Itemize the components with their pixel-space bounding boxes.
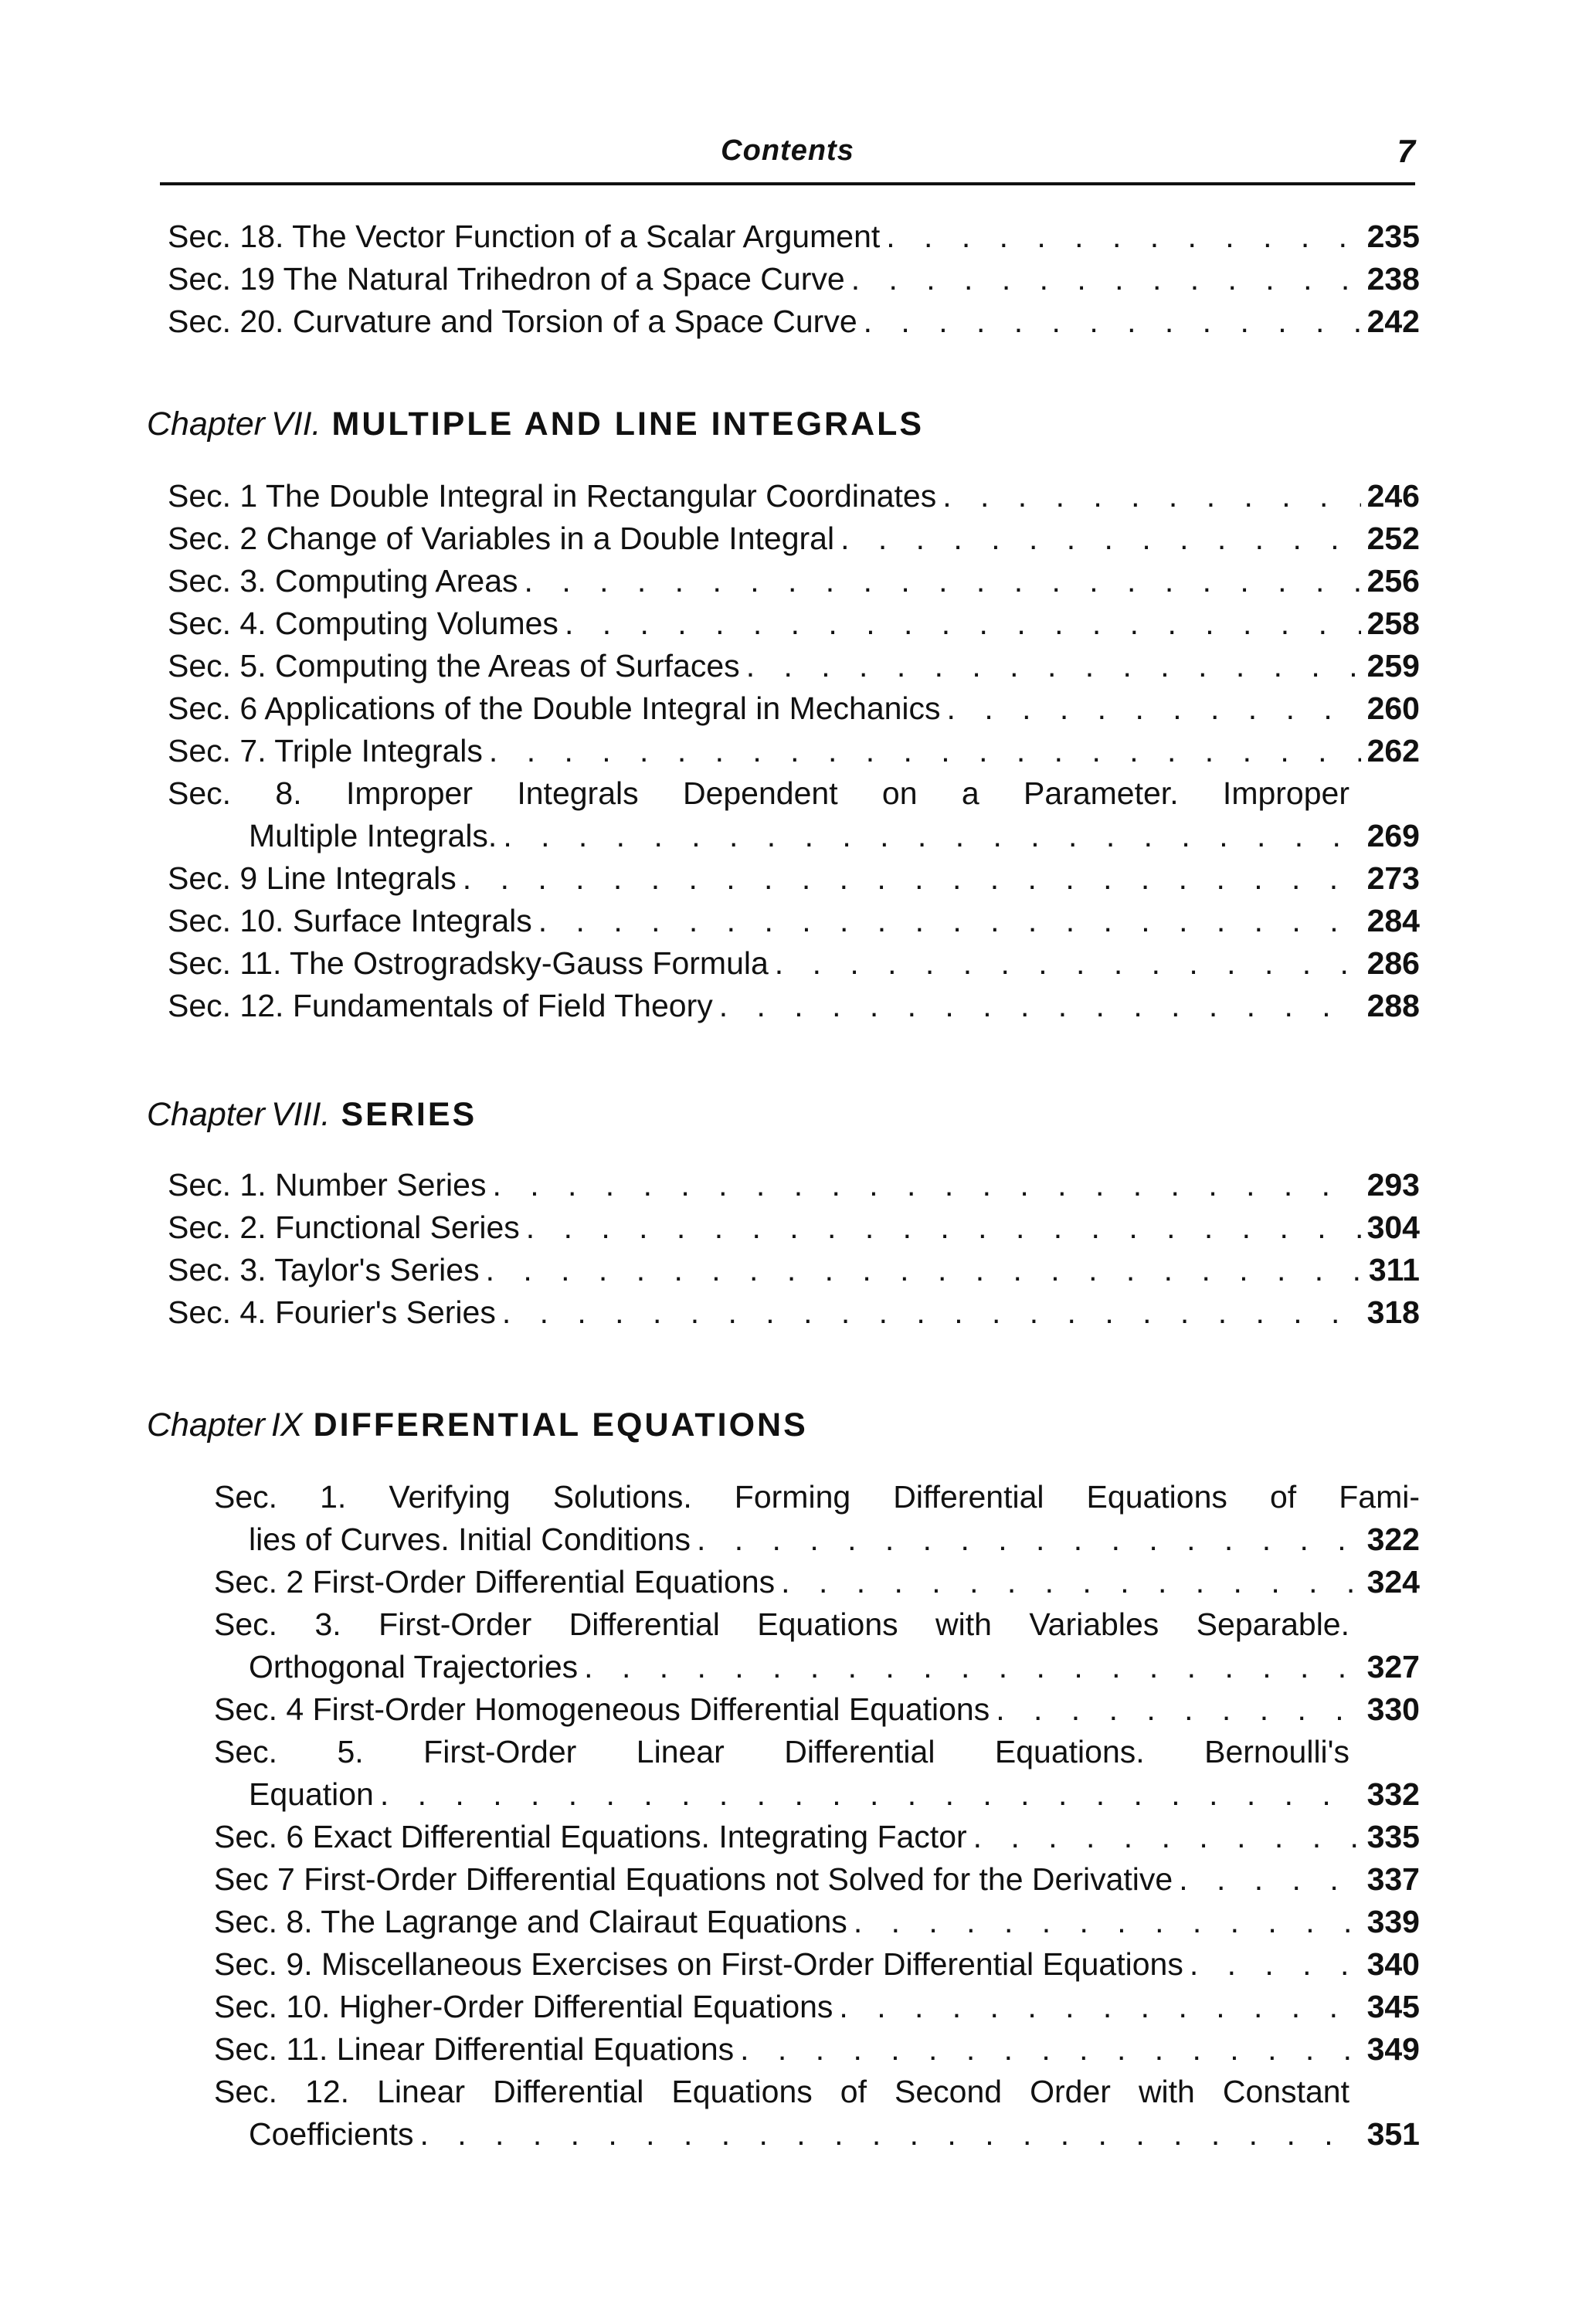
toc-entry-text: Sec. 18. The Vector Function of a Scalar Argument xyxy=(168,219,881,254)
leader-dots xyxy=(538,901,1361,940)
leader-dots xyxy=(503,816,1360,855)
toc-entry-page: 246 xyxy=(1366,478,1420,514)
toc-entry-page: 273 xyxy=(1366,860,1420,896)
toc-entry xyxy=(168,1250,1420,1289)
chapter-title: DIFFERENTIAL EQUATIONS xyxy=(313,1406,808,1444)
toc-entry-text: Orthogonal Trajectories xyxy=(249,1649,579,1684)
toc-entry xyxy=(168,646,1420,685)
toc-entry xyxy=(168,302,1420,341)
toc-entry xyxy=(214,1945,1420,1983)
leader-dots xyxy=(840,519,1361,558)
toc-entry-page: 345 xyxy=(1366,1989,1420,2024)
toc-entry-text: Sec. 1 The Double Integral in Rectangular Coordinates xyxy=(168,478,937,514)
chapter-number: IX xyxy=(270,1406,303,1444)
leader-dots xyxy=(775,944,1361,982)
toc-entry-page: 293 xyxy=(1366,1167,1420,1203)
toc-entry xyxy=(168,731,1420,770)
leader-dots xyxy=(740,2030,1360,2068)
toc-entry-text: Sec. 9. Miscellaneous Exercises on First-Order Differential Equations xyxy=(214,1946,1183,1982)
running-header xyxy=(160,130,1415,185)
leader-dots xyxy=(886,217,1360,256)
toc-entry-page: 238 xyxy=(1366,261,1420,297)
toc-entry-page: 284 xyxy=(1366,903,1420,938)
toc-entry-text: Sec. 6 Applications of the Double Integral in Mechanics xyxy=(168,690,941,726)
toc-entry-page: 252 xyxy=(1366,521,1420,556)
toc-entry-text: Sec. 5. Computing the Areas of Surfaces xyxy=(168,648,740,684)
leader-dots xyxy=(584,1647,1360,1686)
toc-entry-text: Sec. 9 Line Integrals xyxy=(168,860,457,896)
toc-entry xyxy=(168,986,1420,1025)
toc-entry-page: 269 xyxy=(1366,818,1420,853)
toc-entry xyxy=(168,1208,1420,1247)
toc-entry xyxy=(168,561,1420,600)
leader-dots xyxy=(419,2115,1360,2153)
toc-entry-page: 337 xyxy=(1366,1861,1420,1897)
toc-entry xyxy=(168,477,1420,515)
toc-entry-first-line: Sec. 5. First-Order Linear Differential Equations. Bernoulli's xyxy=(214,1734,1349,1769)
leader-dots xyxy=(525,561,1361,600)
toc-entry-page: 242 xyxy=(1366,304,1420,339)
leader-dots xyxy=(502,1293,1361,1332)
toc-entry-text: Sec. 11. The Ostrogradsky-Gauss Formula xyxy=(168,945,769,981)
toc-entry-page: 332 xyxy=(1366,1776,1420,1812)
toc-entry xyxy=(214,1562,1420,1601)
chapter-number: VIII. xyxy=(270,1096,331,1133)
toc-entry xyxy=(168,1293,1420,1332)
toc-entry-text: Sec. 4. Computing Volumes xyxy=(168,606,558,641)
toc-entry xyxy=(168,689,1420,728)
toc-entry-page: 322 xyxy=(1366,1522,1420,1557)
leader-dots xyxy=(942,477,1360,515)
chapter-title: SERIES xyxy=(341,1096,477,1133)
toc-entry-text: Sec. 3. Computing Areas xyxy=(168,563,518,599)
toc-entry-first-line: Sec. 3. First-Order Differential Equations with Variables Separable. xyxy=(214,1606,1349,1642)
leader-dots xyxy=(486,1250,1363,1289)
chapter-label: Chapter xyxy=(147,1406,265,1444)
leader-dots xyxy=(947,689,1361,728)
leader-dots xyxy=(380,1775,1361,1813)
toc-entry-text: Sec. 2. Functional Series xyxy=(168,1209,520,1245)
toc-entry-page: 235 xyxy=(1366,219,1420,254)
toc-entry-text: Sec. 19 The Natural Trihedron of a Space Curve xyxy=(168,261,845,297)
toc-entry xyxy=(249,1775,1420,1813)
toc-entry xyxy=(249,1520,1420,1559)
leader-dots xyxy=(697,1520,1361,1559)
toc-entry-page: 327 xyxy=(1366,1649,1420,1684)
chapter-label: Chapter xyxy=(147,1096,265,1133)
toc-entry-text: Multiple Integrals. xyxy=(249,818,497,853)
toc-entry-page: 288 xyxy=(1366,988,1420,1023)
leader-dots xyxy=(854,1902,1361,1941)
toc-entry-text: Coefficients xyxy=(249,2116,414,2152)
toc-entry-page: 351 xyxy=(1366,2116,1420,2152)
toc-entry xyxy=(214,1690,1420,1729)
toc-entry-page: 286 xyxy=(1366,945,1420,981)
toc-entry xyxy=(214,1817,1420,1856)
toc-entry-page: 330 xyxy=(1366,1691,1420,1727)
toc-entry-page: 260 xyxy=(1366,690,1420,726)
toc-entry-text: Sec. 10. Surface Integrals xyxy=(168,903,532,938)
running-header-title: Contents xyxy=(721,134,854,167)
toc-entry xyxy=(214,1902,1420,1941)
toc-entry-text: Sec. 20. Curvature and Torsion of a Space Curve xyxy=(168,304,857,339)
leader-dots xyxy=(973,1817,1361,1856)
toc-entry xyxy=(214,1987,1420,2026)
toc-entry-page: 311 xyxy=(1368,1252,1420,1288)
toc-entry-first-line: Sec. 1. Verifying Solutions. Forming Differential Equations of Fami- xyxy=(214,1479,1420,1515)
leader-dots xyxy=(996,1690,1360,1729)
toc-entry xyxy=(168,944,1420,982)
chapter-heading xyxy=(147,1094,477,1135)
toc-entry xyxy=(168,217,1420,256)
toc-entry-text: Sec. 6 Exact Differential Equations. Integrating Factor xyxy=(214,1819,967,1854)
toc-entry-text: lies of Curves. Initial Conditions xyxy=(249,1522,691,1557)
leader-dots xyxy=(526,1208,1361,1247)
toc-entry-text: Equation xyxy=(249,1776,374,1812)
toc-entry-page: 318 xyxy=(1366,1294,1420,1330)
toc-entry xyxy=(249,1647,1420,1686)
toc-entry-page: 340 xyxy=(1366,1946,1420,1982)
chapter-number: VII. xyxy=(270,405,321,443)
toc-entry-page: 258 xyxy=(1366,606,1420,641)
toc-entry-text: Sec. 3. Taylor's Series xyxy=(168,1252,480,1288)
toc-entry-text: Sec 7 First-Order Differential Equations not Solved for the Derivative xyxy=(214,1861,1173,1897)
toc-entry-page: 349 xyxy=(1366,2031,1420,2067)
leader-dots xyxy=(1179,1860,1360,1898)
leader-dots xyxy=(719,986,1361,1025)
toc-entry-text: Sec. 8. The Lagrange and Clairaut Equations xyxy=(214,1904,847,1939)
toc-entry-text: Sec. 12. Fundamentals of Field Theory xyxy=(168,988,713,1023)
toc-entry-text: Sec. 4. Fourier's Series xyxy=(168,1294,496,1330)
toc-entry xyxy=(168,901,1420,940)
leader-dots xyxy=(492,1165,1360,1204)
toc-entry xyxy=(168,859,1420,897)
toc-entry xyxy=(168,1165,1420,1204)
toc-entry-text: Sec. 7. Triple Integrals xyxy=(168,733,483,768)
toc-entry-text: Sec. 10. Higher-Order Differential Equations xyxy=(214,1989,833,2024)
toc-entry-page: 262 xyxy=(1366,733,1420,768)
leader-dots xyxy=(746,646,1361,685)
toc-entry-page: 256 xyxy=(1366,563,1420,599)
chapter-title: MULTIPLE AND LINE INTEGRALS xyxy=(331,405,925,443)
chapter-label: Chapter xyxy=(147,405,265,443)
toc-entry-page: 304 xyxy=(1366,1209,1420,1245)
toc-entry-text: Sec. 4 First-Order Homogeneous Differential Equations xyxy=(214,1691,990,1727)
toc-entry-text: Sec. 11. Linear Differential Equations xyxy=(214,2031,735,2067)
toc-entry-page: 324 xyxy=(1366,1564,1420,1600)
leader-dots xyxy=(1190,1945,1361,1983)
leader-dots xyxy=(565,604,1361,643)
leader-dots xyxy=(851,260,1361,298)
toc-entry-page: 339 xyxy=(1366,1904,1420,1939)
toc-entry xyxy=(249,2115,1420,2153)
toc-entry-page: 259 xyxy=(1366,648,1420,684)
chapter-heading xyxy=(147,403,924,445)
toc-entry-text: Sec. 2 Change of Variables in a Double Integral xyxy=(168,521,835,556)
leader-dots xyxy=(463,859,1361,897)
toc-entry xyxy=(168,604,1420,643)
toc-entry-text: Sec. 2 First-Order Differential Equations xyxy=(214,1564,776,1600)
leader-dots xyxy=(839,1987,1360,2026)
toc-entry-first-line: Sec. 12. Linear Differential Equations of Second Order with Constant xyxy=(214,2074,1349,2109)
toc-entry-first-line: Sec. 8. Improper Integrals Dependent on a Parameter. Improper xyxy=(168,775,1349,811)
toc-entry xyxy=(214,1860,1420,1898)
toc-entry-text: Sec. 1. Number Series xyxy=(168,1167,487,1203)
leader-dots xyxy=(489,731,1361,770)
leader-dots xyxy=(864,302,1361,341)
toc-entry-page: 335 xyxy=(1366,1819,1420,1854)
leader-dots xyxy=(781,1562,1360,1601)
chapter-heading xyxy=(147,1404,808,1446)
toc-entry xyxy=(214,2030,1420,2068)
toc-entry xyxy=(168,260,1420,298)
toc-entry xyxy=(249,816,1420,855)
toc-entry xyxy=(168,519,1420,558)
page-number: 7 xyxy=(1397,133,1415,169)
